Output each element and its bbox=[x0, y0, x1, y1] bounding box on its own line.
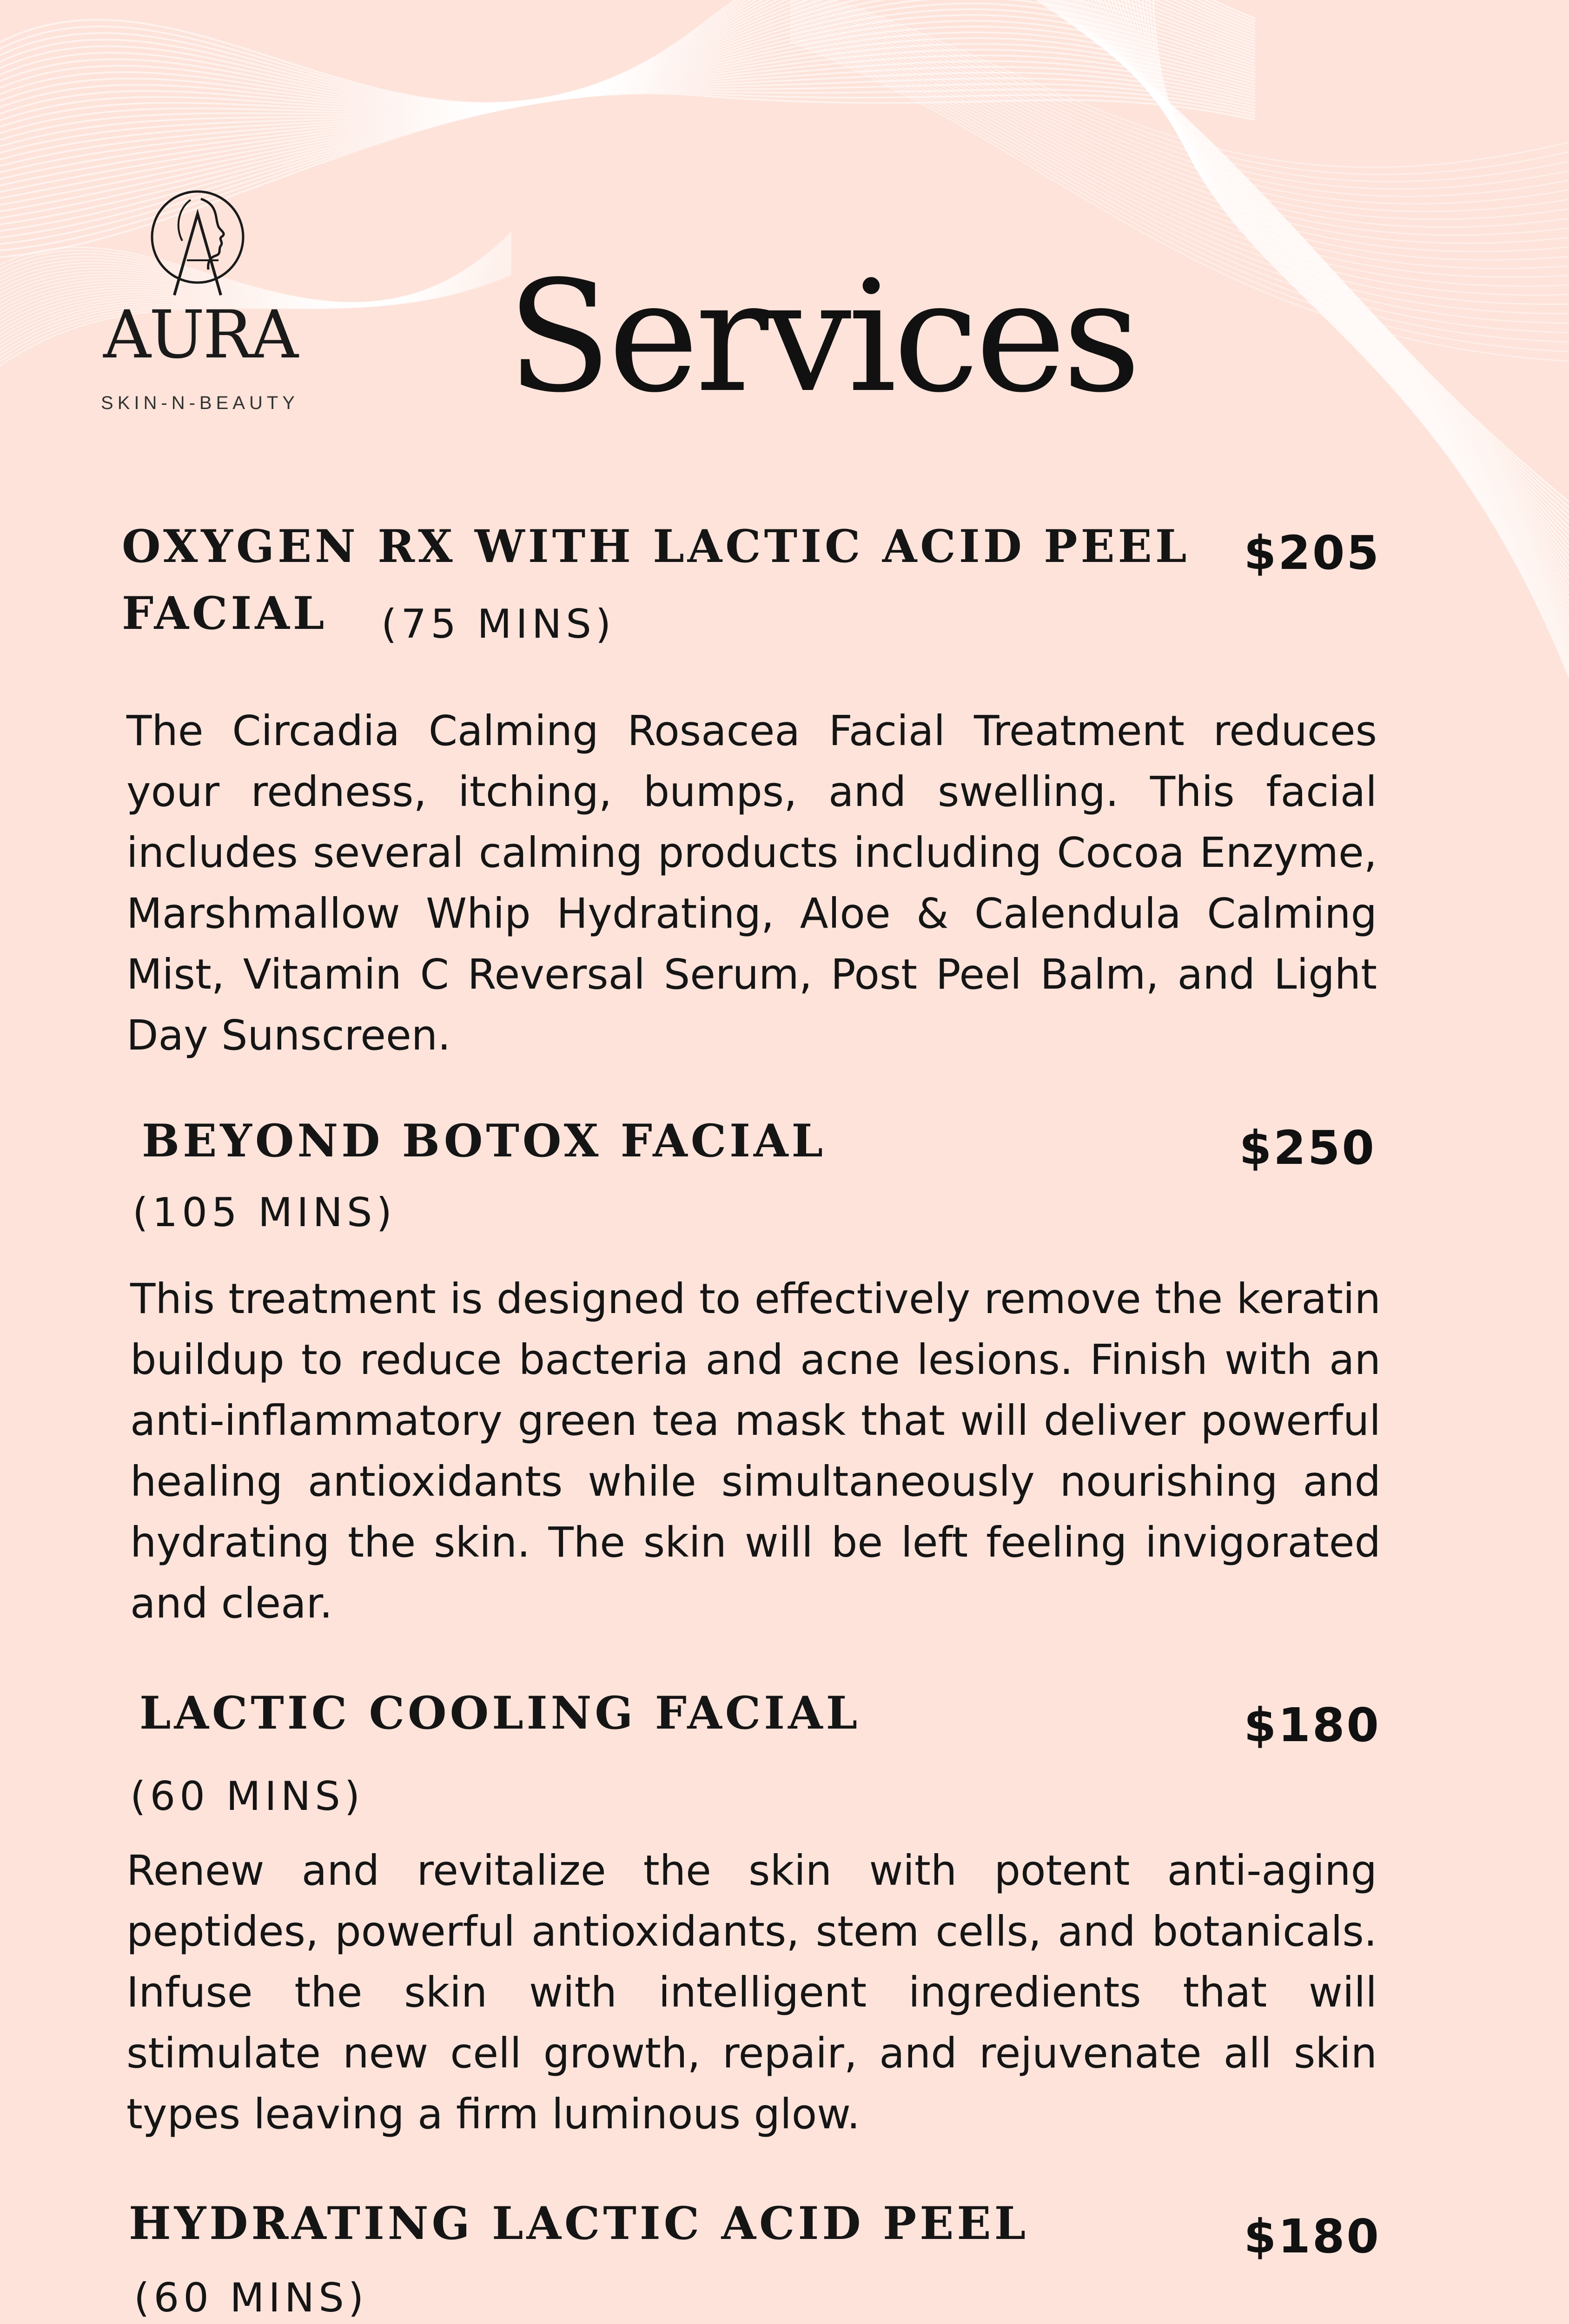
woman-profile-icon bbox=[79, 186, 321, 307]
service-price: $180 bbox=[1244, 1698, 1381, 1752]
brand-tagline: SKIN-N-BEAUTY bbox=[101, 393, 299, 413]
service-name: OXYGEN RX WITH LACTIC ACID PEEL bbox=[122, 520, 1190, 573]
service-duration: (60 MINS) bbox=[130, 1773, 364, 1820]
service-duration: (75 MINS) bbox=[381, 601, 616, 647]
brand-name: AURA bbox=[103, 297, 297, 373]
service-duration: (60 MINS) bbox=[134, 2275, 368, 2321]
service-price: $250 bbox=[1239, 1121, 1376, 1175]
service-price: $180 bbox=[1244, 2209, 1381, 2264]
service-name: LACTIC COOLING FACIAL bbox=[139, 1687, 861, 1739]
service-description: The Circadia Calming Rosacea Facial Treatment reduces your redness, itching, bumps, and swelling. This facial includes several calming products including Cocoa Enzyme, Marshmallow Whip Hydrating, Aloe & Calendula Calming Mist, Vitamin C Reversal Serum, Post Peel Balm, and Light Day Sunscreen. bbox=[126, 706, 1377, 1059]
service-duration: (105 MINS) bbox=[132, 1189, 397, 1236]
service-description: Renew and revitalize the skin with potent anti-aging peptides, powerful antioxidants, stem cells, and botanicals. Infuse the skin with intelligent ingredients that will stimulate new cell growth, repair, and rejuvenate all skin types leaving a firm luminous glow. bbox=[126, 1846, 1377, 2138]
page-title: Services bbox=[507, 248, 1138, 426]
service-description: This treatment is designed to effectively remove the keratin buildup to reduce bacteria and acne lesions. Finish with an anti-inflammatory green tea mask that will deliver powerful healing antioxidants while simultaneously nourishing and hydrating the skin. The skin will be left feeling invigorated and clear. bbox=[130, 1274, 1381, 1627]
service-name-continued: FACIAL bbox=[122, 587, 328, 640]
brand-logo bbox=[79, 186, 321, 428]
service-price: $205 bbox=[1244, 526, 1381, 580]
service-name: HYDRATING LACTIC ACID PEEL bbox=[129, 2197, 1029, 2250]
service-name: BEYOND BOTOX FACIAL bbox=[142, 1115, 827, 1167]
